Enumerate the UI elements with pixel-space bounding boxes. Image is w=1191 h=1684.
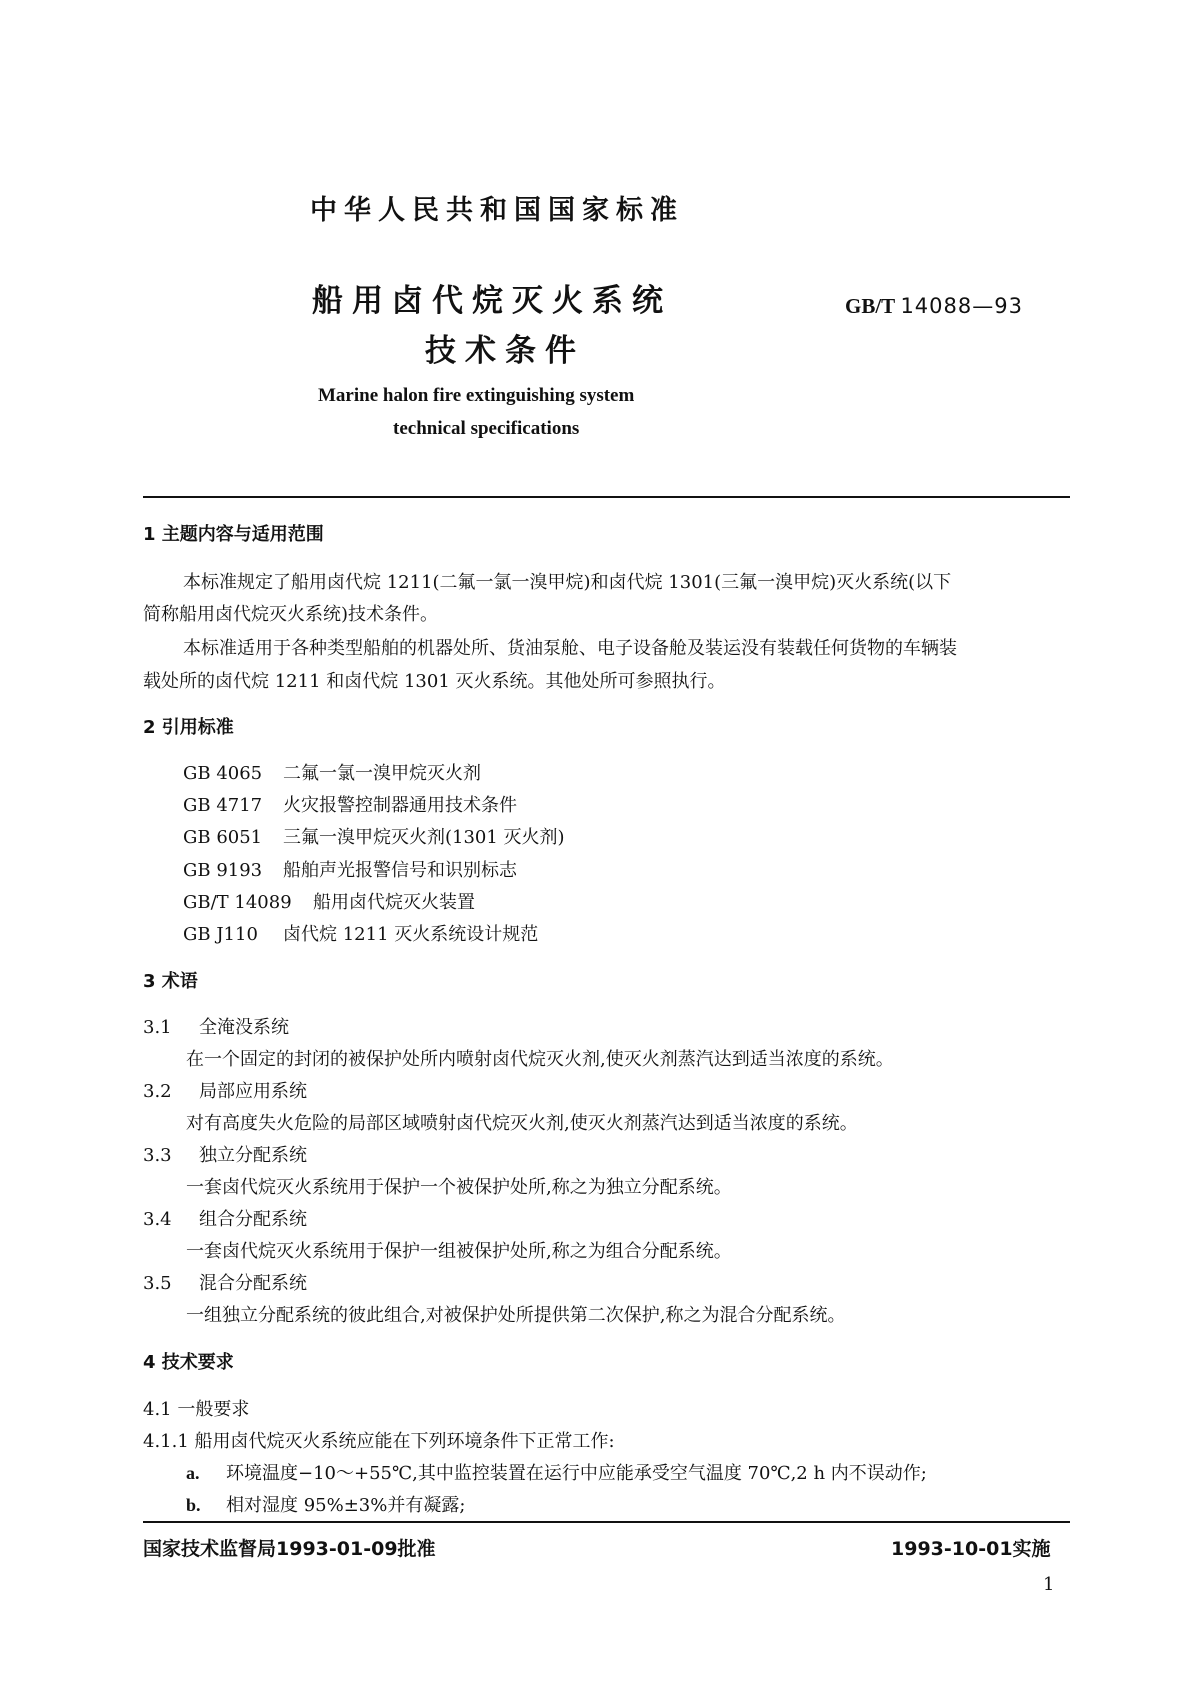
term-heading	[143, 1205, 307, 1231]
term-name: 局部应用系统	[199, 1081, 307, 1102]
term-number: 3.4	[143, 1209, 172, 1230]
english-title-line-1: Marine halon fire extinguishing system	[318, 385, 635, 406]
subsection-4-1: 4.1 一般要求	[143, 1399, 250, 1420]
term-name: 混合分配系统	[199, 1273, 307, 1294]
list-item-a	[186, 1459, 927, 1485]
term-heading	[143, 1077, 307, 1103]
term-heading	[143, 1013, 289, 1039]
list-item-text: 环境温度−10～+55℃,其中监控装置在运行中应能承受空气温度 70℃,2 h 内不误动作;	[226, 1463, 927, 1484]
term-heading	[143, 1269, 307, 1295]
section-1-heading: 1 主题内容与适用范围	[143, 524, 324, 545]
reference-title: 三氟一溴甲烷灭火剂(1301 灭火剂)	[283, 827, 565, 848]
reference-code: GB 4717	[183, 795, 263, 816]
list-item-text: 相对湿度 95%±3%并有凝露;	[226, 1495, 466, 1516]
reference-code: GB 6051	[183, 827, 263, 848]
national-standard-label: 中华人民共和国国家标准	[310, 195, 684, 226]
reference-code: GB 4065	[183, 763, 263, 784]
reference-item	[183, 856, 517, 882]
reference-title: 船用卤代烷灭火装置	[313, 892, 475, 913]
list-item-label: a.	[186, 1463, 200, 1483]
approval-date: 国家技术监督局1993-01-09批准	[143, 1538, 436, 1560]
section-4-heading: 4 技术要求	[143, 1352, 234, 1373]
subsection-4-1-1: 4.1.1 船用卤代烷灭火系统应能在下列环境条件下正常工作:	[143, 1431, 615, 1452]
reference-title: 卤代烷 1211 灭火系统设计规范	[283, 924, 539, 945]
reference-title: 火灾报警控制器通用技术条件	[283, 795, 517, 816]
reference-code: GB 9193	[183, 860, 263, 881]
title-line-1: 船用卤代烷灭火系统	[312, 283, 672, 319]
reference-item	[183, 888, 475, 914]
term-number: 3.1	[143, 1017, 172, 1038]
reference-title: 二氟一氯一溴甲烷灭火剂	[283, 763, 481, 784]
title-line-2: 技术条件	[425, 333, 585, 369]
term-heading	[143, 1141, 307, 1167]
standard-code-number: 14088—93	[900, 294, 1023, 318]
standard-code-prefix: GB/T	[845, 294, 896, 318]
section-1-para-1-line-2: 简称船用卤代烷灭火系统)技术条件。	[143, 604, 439, 625]
implementation-date: 1993-10-01实施	[891, 1538, 1051, 1560]
reference-item	[183, 823, 565, 849]
term-definition: 一套卤代烷灭火系统用于保护一个被保护处所,称之为独立分配系统。	[186, 1177, 732, 1198]
section-1-para-2-line-1: 本标准适用于各种类型船舶的机器处所、货油泵舱、电子设备舱及装运没有装载任何货物的车辆装	[183, 638, 957, 659]
list-item-b	[186, 1491, 465, 1517]
reference-item	[183, 791, 517, 817]
bottom-divider	[143, 1521, 1070, 1523]
top-divider	[143, 496, 1070, 498]
reference-item	[183, 920, 538, 946]
section-1-para-1-line-1: 本标准规定了船用卤代烷 1211(二氟一氯一溴甲烷)和卤代烷 1301(三氟一溴甲烷)灭火系统(以下	[183, 572, 952, 593]
term-name: 独立分配系统	[199, 1145, 307, 1166]
reference-code: GB J110	[183, 924, 258, 945]
english-title-line-2: technical specifications	[393, 418, 580, 439]
term-definition: 一组独立分配系统的彼此组合,对被保护处所提供第二次保护,称之为混合分配系统。	[186, 1305, 846, 1326]
reference-code: GB/T 14089	[183, 892, 292, 913]
term-definition: 对有高度失火危险的局部区域喷射卤代烷灭火剂,使灭火剂蒸汽达到适当浓度的系统。	[186, 1113, 858, 1134]
section-2-heading: 2 引用标准	[143, 717, 234, 738]
term-name: 全淹没系统	[199, 1017, 289, 1038]
section-3-heading: 3 术语	[143, 971, 198, 992]
term-number: 3.5	[143, 1273, 172, 1294]
term-number: 3.3	[143, 1145, 172, 1166]
term-definition: 在一个固定的封闭的被保护处所内喷射卤代烷灭火剂,使灭火剂蒸汽达到适当浓度的系统。	[186, 1049, 894, 1070]
term-name: 组合分配系统	[199, 1209, 307, 1230]
standard-code	[845, 294, 1023, 319]
reference-item	[183, 759, 481, 785]
reference-title: 船舶声光报警信号和识别标志	[283, 860, 517, 881]
section-1-para-2-line-2: 载处所的卤代烷 1211 和卤代烷 1301 灭火系统。其他处所可参照执行。	[143, 671, 726, 692]
term-definition: 一套卤代烷灭火系统用于保护一组被保护处所,称之为组合分配系统。	[186, 1241, 732, 1262]
page-number: 1	[1043, 1574, 1055, 1595]
term-number: 3.2	[143, 1081, 172, 1102]
list-item-label: b.	[186, 1495, 201, 1515]
